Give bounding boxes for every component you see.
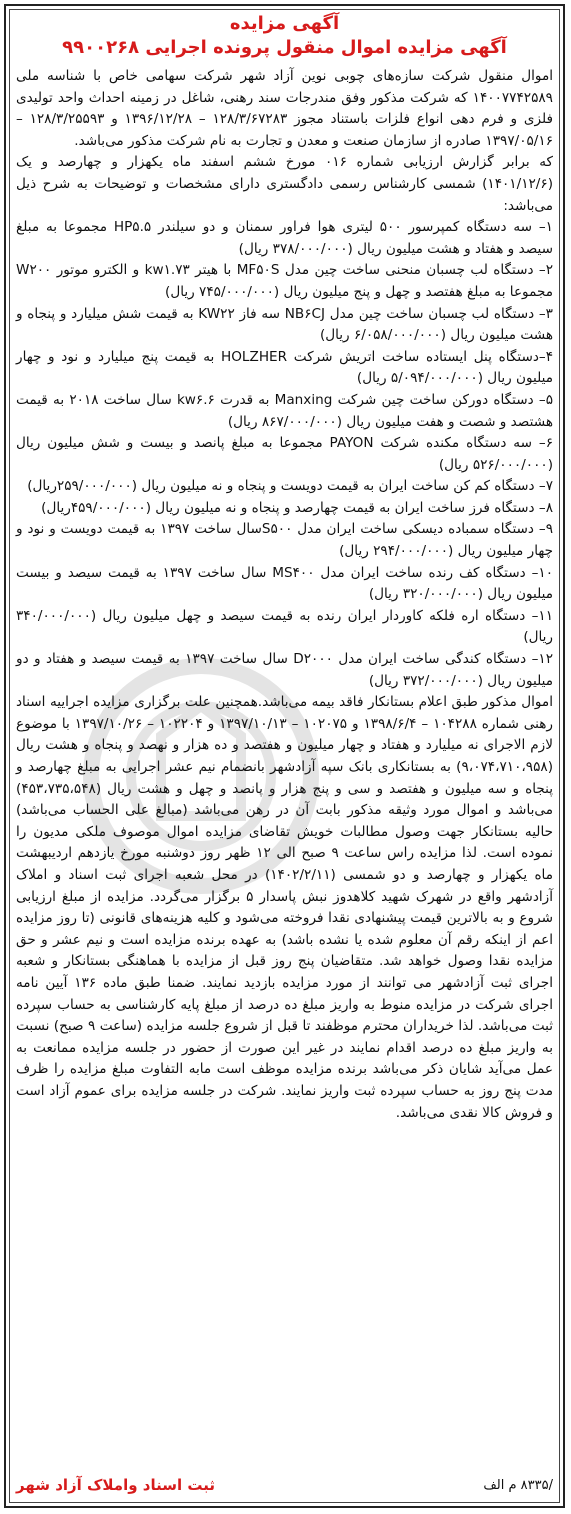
report-paragraph: که برابر گزارش ارزیابی شماره ۰۱۶ مورخ ششم اسفند ماه یکهزار و چهارصد و یک (۱۴۰۱/۱۲/۶) شمسی کارشناس رسمی دادگستری دارای مشخصات و توضیحات به شرح ذیل می‌باشد:	[16, 154, 553, 214]
reference-number: /۸۳۳۵ م الف	[483, 1477, 553, 1493]
list-item: ۳– دستگاه لب چسبان ساخت چین مدل NB۶CJ سه فاز KW۲۲ به قیمت شش میلیارد و پنجاه و هشت میلیون ریال (۶/۰۵۸/۰۰۰/۰۰۰ ریال)	[16, 305, 553, 344]
list-item: ۴–دستگاه پنل ایستاده ساخت اتریش شرکت HOLZHER به قیمت پنج میلیارد و نود و چهار میلیون ریال (۵/۰۹۴/۰۰۰/۰۰۰ ریال)	[16, 348, 553, 387]
notice-title: آگهی مزایده	[229, 13, 340, 34]
notice-footer	[16, 1476, 553, 1494]
list-item: ۱۱– دستگاه اره فلکه کاوردار ایران رنده به قیمت سیصد و چهل میلیون ریال (۳۴۰/۰۰۰/۰۰۰ ریال)	[16, 607, 553, 646]
list-item: ۷– دستگاه کم کن ساخت ایران به قیمت دویست و پنجاه و نه میلیون ریال (۲۵۹/۰۰۰/۰۰۰ریال)	[27, 478, 553, 495]
intro-paragraph: اموال منقول شرکت سازه‌های چوبی نوین آزاد شهر شرکت سهامی خاص با شناسه ملی ۱۴۰۰۷۷۴۲۵۸۹ که شرکت مذکور وفق مندرجات سند رهنی، شاغل در زمینه احداث واحد تولیدی فلزی و فرم دهی انواع فلزات باستناد مجوز ۱۲۸/۳/۶۷۲۸۳ – ۱۳۹۶/۱۲/۲۸ و ۱۲۸/۳/۲۵۵۹۳ – ۱۳۹۷/۰۵/۱۶ صادره از سازمان صنعت و معدن و تجارت به نام شرکت مذکور می‌باشد.	[16, 68, 553, 149]
notice-content	[16, 66, 553, 1124]
notice-subtitle: آگهی مزایده اموال منقول پرونده اجرایی ۹۹۰۰۲۶۸	[62, 37, 507, 58]
list-item: ۸– دستگاه فرز ساخت ایران به قیمت چهارصد و پنجاه و نه میلیون ریال (۴۵۹/۰۰۰/۰۰۰ریال)	[41, 499, 553, 516]
body-paragraph: اموال مذکور طبق اعلام بستانکار فاقد بیمه می‌باشد.همچنین علت برگزاری مزایده اجراییه اسناد رهنی شماره ۱۰۴۲۸۸ – ۱۳۹۸/۶/۴ و ۱۰۲۰۷۵ – ۱۳۹۷/۱۰/۱۳ و ۱۰۲۲۰۴ – ۱۳۹۷/۱۰/۲۶ با موضوع لازم الاجرای نه میلیارد و هفتاد و چهار میلیون و هفتصد و ده هزار و نهصد و پنجاه و هشت ریال (۹،۰۷۴،۷۱۰،۹۵۸) به بستانکاری بانک سپه آزادشهر بانضمام نیم عشر اجرایی به مبلغ چهارصد و پنجاه و سه میلیون و هفتصد و سی و پنج هزار و پانصد و چهل و هشت ریال (۴۵۳،۷۳۵،۵۴۸) می‌باشد و اموال مورد وثیقه مذکور بابت آن در رهن می‌باشد (مبالغ علی الحساب می‌باشد) حالیه بستانکار جهت وصول مطالبات خویش تقاضای مزایده اموال موصوف ملکی مدیون را نموده است. لذا مزایده راس ساعت ۹ صبح الی ۱۲ ظهر روز دوشنبه مورخ یازدهم اردیبهشت ماه یکهزار و چهارصد و دو شمسی (۱۴۰۲/۲/۱۱) در محل شعبه اجرای ثبت اسناد و املاک آزادشهر واقع در شهرک شهید کلاهدوز نبش پاسدار ۵ برگزار می‌گردد. مزایده از مبلغ ارزیابی شروع و به بالاترین قیمت پیشنهادی نقدا فروخته می‌شود و کلیه هزینه‌های قانونی (تا روز مزایده اعم از اینکه رقم آن معلوم شده یا نشده باشد) به عهده برنده مزایده است و نیم عشر و حق مزایده نقدا وصول خواهد شد. متقاضیان پنج روز قبل از مزایده با هماهنگی بستانکار و شعبه اجرای ثبت آزادشهر می توانند از مورد مزایده بازدید نمایند. ضمنا طبق ماده ۱۳۶ آیین نامه اجرای شرکت در مزایده منوط به واریز مبلغ ده درصد از مبلغ پایه کارشناسی به حساب سپرده ثبت می‌باشد. لذا خریداران محترم موظفند تا قبل از شروع جلسه مزایده (ساعت ۹ صبح) نسبت به واریز مبلغ ده درصد اقدام نمایند در غیر این صورت از حضور در جلسه مزایده ممانعت به عمل می‌آید شایان ذکر می‌باشد برنده مزایده موظف است مابه التفاوت مبلغ مزایده را ظرف مدت پنج روز به حساب سپرده ثبت واریز نمایند. شرکت در جلسه مزایده برای عموم آزاد است و فروش کالا نقدی می‌باشد.	[16, 694, 553, 1121]
list-item: ۹– دستگاه سمباده دیسکی ساخت ایران مدل S۵۰۰سال ساخت ۱۳۹۷ به قیمت دویست و نود و چهار میلیون ریال (۲۹۴/۰۰۰/۰۰۰ ریال)	[16, 521, 553, 560]
list-item: ۵– دستگاه دورکن ساخت چین شرکت Manxing به قدرت kw۶.۶ سال ساخت ۲۰۱۸ به قیمت هشتصد و شصت و هفت میلیون ریال (۸۶۷/۰۰۰/۰۰۰ ریال)	[16, 391, 553, 430]
list-item: ۲– دستگاه لب چسبان منحنی ساخت چین مدل MF۵۰S با هیتر kw۱.۷۳ و الکترو موتور W۲۰۰ مجموعا به مبلغ هفتصد و چهل و پنج میلیون ریال (۷۴۵/۰۰۰/۰۰۰ ریال)	[16, 262, 553, 300]
items-list	[16, 217, 553, 692]
notice-frame	[4, 4, 565, 1508]
list-item: ۱۲– دستگاه کندگی ساخت ایران مدل D۲۰۰۰ سال ساخت ۱۳۹۷ به قیمت سیصد و هفتاد و دو میلیون ریال (۳۷۲/۰۰۰/۰۰۰ ریال)	[16, 651, 553, 689]
issuer-signature: ثبت اسناد واملاک آزاد شهر	[16, 1476, 215, 1494]
list-item: ۱۰– دستگاه کف رنده ساخت ایران مدل MS۴۰۰ سال ساخت ۱۳۹۷ به قیمت سیصد و بیست میلیون ریال (۳۲۰/۰۰۰/۰۰۰ ریال)	[16, 564, 553, 603]
list-item: ۶– سه دستگاه مکنده شرکت PAYON مجموعا به مبلغ پانصد و بیست و شش میلیون ریال (۵۲۶/۰۰۰/۰۰۰ ریال)	[16, 435, 553, 473]
list-item: ۱– سه دستگاه کمپرسور ۵۰۰ لیتری هوا فراور سمنان و دو سیلندر HP۵.۵ مجموعا به مبلغ سیصد و هفتاد و هشت میلیون ریال (۳۷۸/۰۰۰/۰۰۰ ریال)	[16, 219, 553, 257]
